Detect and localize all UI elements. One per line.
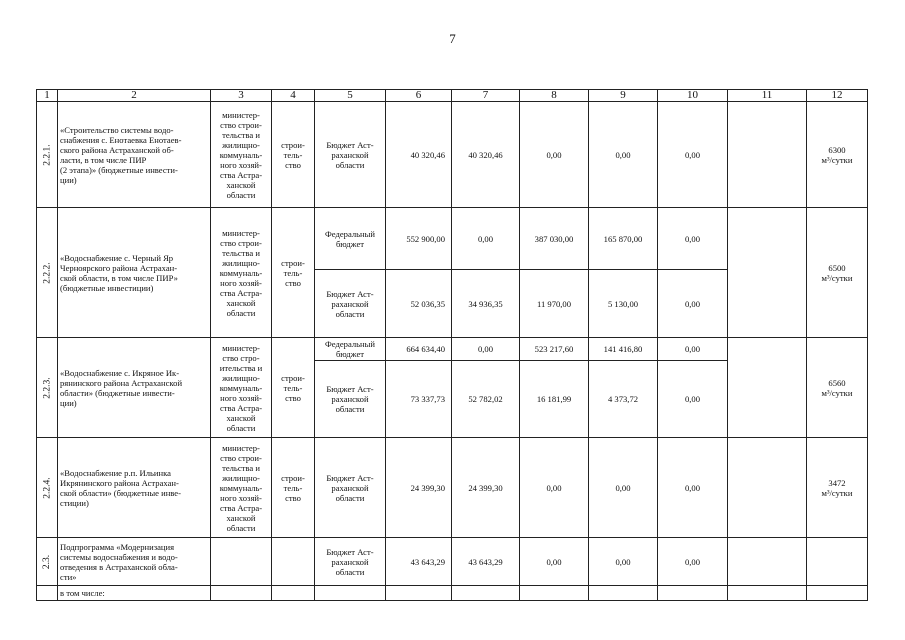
cell-value: 0,00 [452, 338, 520, 361]
page-number: 7 [449, 31, 456, 46]
work-type: строи- тель- ство [272, 338, 315, 438]
capacity: 3472 м³/сутки [807, 438, 868, 538]
cell-value: 73 337,73 [386, 361, 452, 438]
cell-value: 0,00 [589, 438, 658, 538]
executor [211, 538, 272, 586]
executor: министер- ство стро- ительства и жилищно- коммуналь- ного хозяй- ства Астра- ханской области [211, 338, 272, 438]
empty-cell [272, 586, 315, 601]
empty-cell [589, 586, 658, 601]
cell-value: 0,00 [520, 538, 589, 586]
including-label: в том числе: [58, 586, 211, 601]
row-number [37, 586, 58, 601]
cell-value: 5 130,00 [589, 270, 658, 338]
column-number: 1 [37, 90, 58, 102]
cell-value: 40 320,46 [386, 102, 452, 208]
column-number: 11 [728, 90, 807, 102]
cell-value: 52 782,02 [452, 361, 520, 438]
capacity: 6500 м³/сутки [807, 208, 868, 338]
cell-value: 141 416,80 [589, 338, 658, 361]
cell-value [728, 438, 807, 538]
cell-value: 0,00 [658, 270, 728, 338]
cell-value: 0,00 [520, 102, 589, 208]
cell-value: 43 643,29 [452, 538, 520, 586]
empty-cell [315, 586, 386, 601]
empty-cell [807, 586, 868, 601]
cell-value: 387 030,00 [520, 208, 589, 270]
funding-source: Бюджет Аст- раханской области [315, 538, 386, 586]
table-row [37, 586, 868, 601]
executor: министер- ство строи- тельства и жилищно- коммуналь- ного хозяй- ства Астра- ханской области [211, 102, 272, 208]
work-type: строи- тель- ство [272, 438, 315, 538]
empty-cell [386, 586, 452, 601]
empty-cell [658, 586, 728, 601]
cell-value: 0,00 [589, 538, 658, 586]
cell-value: 0,00 [658, 361, 728, 438]
cell-value: 0,00 [658, 208, 728, 270]
measure-name: «Строительство системы водо- снабжения с. Енотаевка Енотаев- ского района Астраханской об- ласти, в том числе ПИР (2 этапа)» (бюджетные инвести- ции) [58, 102, 211, 208]
capacity [807, 538, 868, 586]
executor: министер- ство строи- тельства и жилищно- коммуналь- ного хозяй- ства Астра- ханской области [211, 438, 272, 538]
cell-value: 4 373,72 [589, 361, 658, 438]
empty-cell [728, 586, 807, 601]
empty-cell [211, 586, 272, 601]
funding-source: Бюджет Аст- раханской области [315, 361, 386, 438]
capacity: 6300 м³/сутки [807, 102, 868, 208]
capacity: 6560 м³/сутки [807, 338, 868, 438]
cell-value: 664 634,40 [386, 338, 452, 361]
measure-name: «Водоснабжение р.п. Ильинка Икрянинского района Астрахан- ской области» (бюджетные инве- стиции) [58, 438, 211, 538]
column-number: 2 [58, 90, 211, 102]
cell-value: 552 900,00 [386, 208, 452, 270]
cell-value: 0,00 [520, 438, 589, 538]
cell-value [728, 538, 807, 586]
row-number: 2.2.4. [37, 438, 58, 538]
cell-value: 11 970,00 [520, 270, 589, 338]
row-number: 2.2.3. [37, 338, 58, 438]
cell-value: 0,00 [452, 208, 520, 270]
cell-value: 0,00 [658, 438, 728, 538]
column-number: 6 [386, 90, 452, 102]
row-number: 2.2.1. [37, 102, 58, 208]
column-number: 12 [807, 90, 868, 102]
empty-cell [452, 586, 520, 601]
table-row [37, 438, 868, 538]
cell-value: 43 643,29 [386, 538, 452, 586]
work-type: строи- тель- ство [272, 208, 315, 338]
program-table [36, 89, 868, 601]
funding-source: Федеральный бюджет [315, 208, 386, 270]
work-type: строи- тель- ство [272, 102, 315, 208]
table-row [37, 208, 868, 270]
table-row [37, 102, 868, 208]
funding-source: Федеральный бюджет [315, 338, 386, 361]
empty-cell [520, 586, 589, 601]
column-number: 9 [589, 90, 658, 102]
cell-value: 0,00 [658, 538, 728, 586]
row-number: 2.3. [37, 538, 58, 586]
cell-value [728, 338, 807, 438]
column-number: 4 [272, 90, 315, 102]
cell-value: 0,00 [589, 102, 658, 208]
funding-source: Бюджет Аст- раханской области [315, 438, 386, 538]
cell-value: 24 399,30 [452, 438, 520, 538]
measure-name: Подпрограмма «Модернизация системы водоснабжения и водо- отведения в Астраханской обла- сти» [58, 538, 211, 586]
funding-source: Бюджет Аст- раханской области [315, 270, 386, 338]
cell-value [728, 102, 807, 208]
cell-value: 523 217,60 [520, 338, 589, 361]
row-number: 2.2.2. [37, 208, 58, 338]
measure-name: «Водоснабжение с. Икряное Ик- рянинского района Астраханской области» (бюджетные инвести- ции) [58, 338, 211, 438]
cell-value: 0,00 [658, 102, 728, 208]
table-row [37, 338, 868, 361]
cell-value: 165 870,00 [589, 208, 658, 270]
cell-value: 34 936,35 [452, 270, 520, 338]
measure-name: «Водоснабжение с. Черный Яр Черноярского района Астрахан- ской области, в том числе ПИР» (бюджетные инвестиции) [58, 208, 211, 338]
work-type [272, 538, 315, 586]
cell-value: 16 181,99 [520, 361, 589, 438]
column-number: 8 [520, 90, 589, 102]
column-number-row [37, 90, 868, 102]
cell-value: 52 036,35 [386, 270, 452, 338]
cell-value: 24 399,30 [386, 438, 452, 538]
table-row [37, 538, 868, 586]
cell-value: 0,00 [658, 338, 728, 361]
column-number: 3 [211, 90, 272, 102]
column-number: 7 [452, 90, 520, 102]
cell-value [728, 208, 807, 338]
executor: министер- ство строи- тельства и жилищно- коммуналь- ного хозяй- ства Астра- ханской области [211, 208, 272, 338]
cell-value: 40 320,46 [452, 102, 520, 208]
column-number: 5 [315, 90, 386, 102]
funding-source: Бюджет Аст- раханской области [315, 102, 386, 208]
column-number: 10 [658, 90, 728, 102]
